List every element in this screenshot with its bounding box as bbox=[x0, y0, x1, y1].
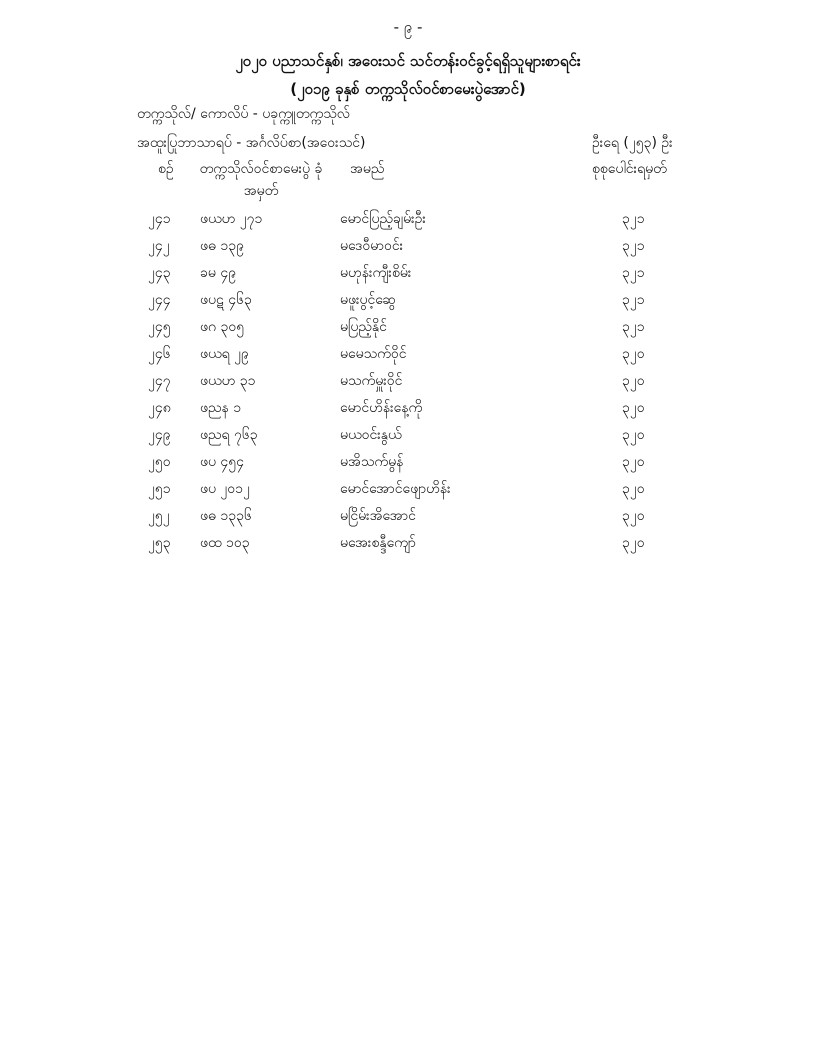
total-count: ဦးရေ (၂၅၃) ဦး bbox=[592, 135, 673, 151]
marks-cell: ၃၂၀ bbox=[622, 535, 645, 551]
roll-cell: ဖပ ၂၀၁၂ bbox=[200, 481, 250, 497]
name-cell: မဒေဝီမာဝင်း bbox=[340, 238, 404, 254]
name-cell: မဖူးပွင့်ဆွေ bbox=[340, 292, 396, 308]
table-row bbox=[0, 209, 816, 236]
header-total-marks: စုစုပေါင်းရမှတ် bbox=[592, 161, 667, 177]
marks-cell: ၃၂၀ bbox=[622, 481, 645, 497]
name-cell: မငြိမ်းအိအောင် bbox=[340, 508, 416, 524]
serial-cell: ၂၅၂ bbox=[148, 508, 170, 524]
marks-cell: ၃၂၁ bbox=[622, 238, 645, 254]
serial-cell: ၂၄၁ bbox=[148, 211, 171, 227]
name-cell: မယဝင်းနွယ် bbox=[340, 427, 402, 443]
roll-cell: ဖထ ၁၀၃ bbox=[200, 535, 250, 551]
roll-cell: ဖဂ ၃၀၅ bbox=[200, 319, 245, 335]
document-title: ၂၀၂၀ ပညာသင်နှစ်၊ အဝေးသင် သင်တန်းဝင်ခွင့်ရရှိသူများစာရင်း bbox=[235, 52, 581, 70]
marks-cell: ၃၂၁ bbox=[622, 319, 645, 335]
name-cell: မောင်ဟိန်းနေ့ကို bbox=[340, 400, 423, 416]
university-line: တက္ကသိုလ်/ ကောလိပ် - ပခုက္ကူတက္ကသိုလ် bbox=[137, 106, 350, 122]
marks-cell: ၃၂၀ bbox=[622, 427, 645, 443]
roll-cell: ဖညန ၁ bbox=[200, 400, 242, 416]
marks-cell: ၃၂၀ bbox=[622, 373, 645, 389]
serial-cell: ၂၄၅ bbox=[148, 319, 171, 335]
table-row bbox=[0, 290, 816, 317]
table-row bbox=[0, 263, 816, 290]
marks-cell: ၃၂၀ bbox=[622, 508, 645, 524]
table-row bbox=[0, 236, 816, 263]
table-row bbox=[0, 452, 816, 479]
name-cell: မသက်မှူးဝိုင် bbox=[340, 373, 403, 389]
serial-cell: ၂၄၃ bbox=[148, 265, 171, 281]
header-roll-number: တက္ကသိုလ်ဝင်စာမေးပွဲ ခုံအမှတ် bbox=[199, 161, 323, 199]
header-name: အမည် bbox=[350, 161, 385, 177]
page-number: - ၉ - bbox=[393, 18, 423, 36]
table-row bbox=[0, 344, 816, 371]
roll-cell: ဖဓ ၁၃၃၆ bbox=[200, 508, 252, 524]
roll-cell: ဖဓ ၁၃၉ bbox=[200, 238, 244, 254]
name-cell: မဟုန်းကျီးစိမ်း bbox=[340, 265, 412, 281]
roll-cell: ဖပဋ ၄၆၃ bbox=[200, 292, 252, 308]
table-row bbox=[0, 533, 816, 560]
table-row bbox=[0, 506, 816, 533]
marks-cell: ၃၂၀ bbox=[622, 346, 645, 362]
roll-cell: ဖညရ ၇၆၃ bbox=[200, 427, 258, 443]
name-cell: မအိသက်မွန် bbox=[340, 454, 404, 470]
serial-cell: ၂၄၆ bbox=[148, 346, 171, 362]
table-row bbox=[0, 398, 816, 425]
table-row bbox=[0, 425, 816, 452]
table-row bbox=[0, 479, 816, 506]
marks-cell: ၃၂၁ bbox=[622, 265, 645, 281]
serial-cell: ၂၅၀ bbox=[148, 454, 171, 470]
table-row bbox=[0, 317, 816, 344]
department-line: အထူးပြုဘာသာရပ် - အင်္ဂလိပ်စာ(အဝေးသင်) bbox=[137, 135, 366, 151]
name-cell: မအေးစန္ဒီကျော် bbox=[340, 535, 416, 551]
marks-cell: ၃၂၁ bbox=[622, 292, 645, 308]
roll-cell: ခမ ၄၉ bbox=[200, 265, 237, 281]
document-subtitle: (၂၀၁၉ ခုနှစ် တက္ကသိုလ်ဝင်စာမေးပွဲအောင်) bbox=[290, 80, 526, 98]
name-cell: မောင်ပြည့်ချမ်းဦး bbox=[340, 211, 426, 227]
serial-cell: ၂၅၁ bbox=[148, 481, 171, 497]
serial-cell: ၂၅၃ bbox=[148, 535, 171, 551]
name-cell: မောင်အောင်ဖျောဟိန်း bbox=[340, 481, 451, 497]
results-table bbox=[0, 209, 816, 560]
table-row bbox=[0, 371, 816, 398]
name-cell: မမေသက်ဝိုင် bbox=[340, 346, 407, 362]
roll-cell: ဖယဟ ၂၇၁ bbox=[200, 211, 263, 227]
marks-cell: ၃၂၁ bbox=[622, 211, 645, 227]
roll-cell: ဖပ ၄၅၄ bbox=[200, 454, 245, 470]
marks-cell: ၃၂၀ bbox=[622, 400, 645, 416]
roll-cell: ဖယရ ၂၉ bbox=[200, 346, 249, 362]
roll-cell: ဖယဟ ၃၁ bbox=[200, 373, 256, 389]
name-cell: မပြည့်နိုင် bbox=[340, 319, 387, 335]
marks-cell: ၃၂၀ bbox=[622, 454, 645, 470]
serial-cell: ၂၄၉ bbox=[148, 427, 171, 443]
serial-cell: ၂၄၄ bbox=[148, 292, 171, 308]
serial-cell: ၂၄၂ bbox=[148, 238, 170, 254]
serial-cell: ၂၄၈ bbox=[148, 400, 171, 416]
serial-cell: ၂၄၇ bbox=[148, 373, 171, 389]
header-serial: စဉ် bbox=[158, 161, 174, 177]
